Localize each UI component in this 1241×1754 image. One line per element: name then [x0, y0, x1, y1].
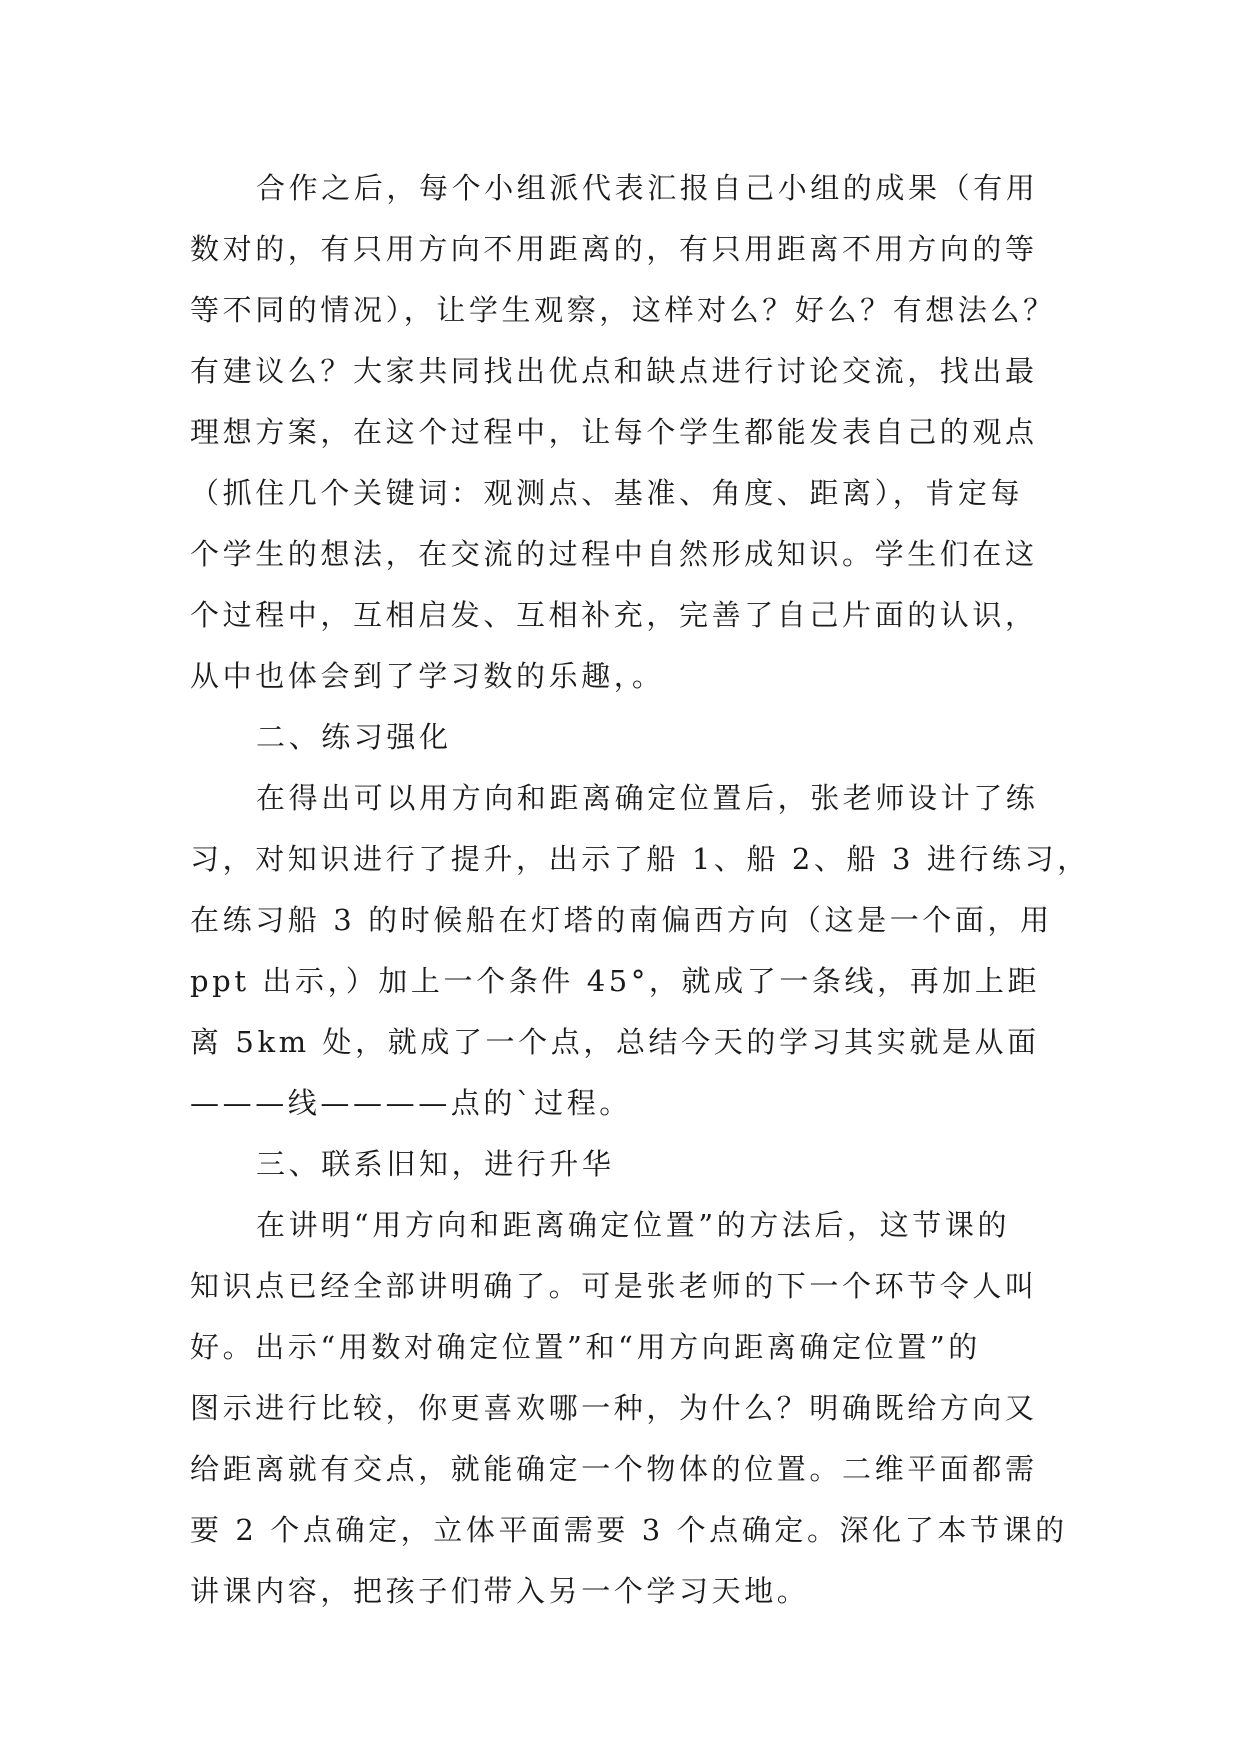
text-line: 个学生的想法，在交流的过程中自然形成知识。学生们在这: [190, 537, 1038, 571]
text-line: 在练习船 3 的时候船在灯塔的南偏西方向（这是一个面，用: [190, 903, 1053, 937]
text-line: 等不同的情况），让学生观察，这样对么？好么？有想法么？: [190, 293, 1056, 327]
text-line: 从中也体会到了学习数的乐趣，。: [190, 659, 665, 693]
text-line: 有建议么？大家共同找出优点和缺点进行讨论交流，找出最: [190, 354, 1038, 388]
text-line: 合作之后，每个小组派代表汇报自己小组的成果（有用: [256, 171, 1039, 205]
text-line: （抓住几个关键词：观测点、基准、角度、距离），肯定每: [190, 476, 1024, 510]
text-line: ppt 出示，）加上一个条件 45°，就成了一条线，再加上距: [190, 964, 1041, 998]
paragraph-cooperation-report: [190, 158, 1056, 707]
text-line: 知识点已经全部讲明确了。可是张老师的下一个环节令人叫: [190, 1269, 1038, 1303]
document-page: [190, 158, 1090, 1622]
section-heading-review: 三、联系旧知，进行升华: [256, 1147, 615, 1181]
text-line: 好。出示“用数对确定位置”和“用方向距离确定位置”的: [190, 1330, 981, 1364]
paragraph-review: [190, 1195, 1068, 1622]
text-line: 个过程中，互相启发、互相补充，完善了自己片面的认识，: [190, 598, 1038, 632]
text-line: 习，对知识进行了提升，出示了船 1、船 2、船 3 进行练习，: [190, 842, 1090, 876]
text-line: 给距离就有交点，就能确定一个物体的位置。二维平面都需: [190, 1452, 1038, 1486]
text-line: 图示进行比较，你更喜欢哪一种，为什么？明确既给方向又: [190, 1391, 1038, 1425]
text-line: 数对的，有只用方向不用距离的，有只用距离不用方向的等: [190, 232, 1038, 266]
text-line: ———线————点的`过程。: [190, 1086, 632, 1120]
text-line: 在得出可以用方向和距离确定位置后，张老师设计了练: [256, 781, 1039, 815]
text-line: 理想方案，在这个过程中，让每个学生都能发表自己的观点: [190, 415, 1038, 449]
text-line: 在讲明“用方向和距离确定位置”的方法后，这节课的: [256, 1208, 1011, 1242]
paragraph-practice: [190, 768, 1090, 1134]
text-line: 讲课内容，把孩子们带入另一个学习天地。: [190, 1574, 810, 1608]
text-line: 要 2 个点确定，立体平面需要 3 个点确定。深化了本节课的: [190, 1513, 1068, 1547]
section-heading-practice: 二、练习强化: [256, 720, 452, 754]
text-line: 离 5km 处，就成了一个点，总结今天的学习其实就是从面: [190, 1025, 1040, 1059]
